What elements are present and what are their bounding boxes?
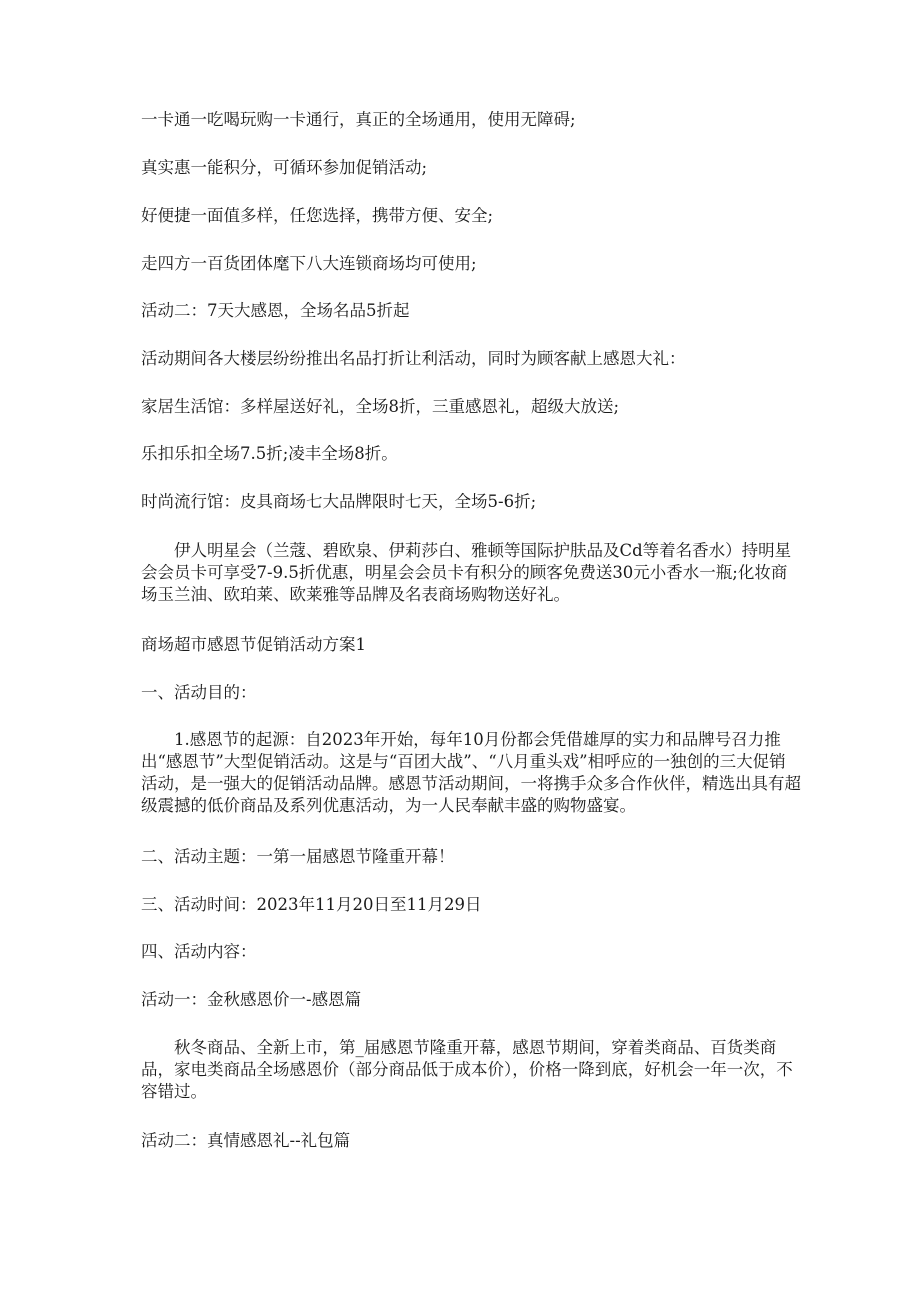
paragraph: 商场超市感恩节促销活动方案1 <box>141 635 366 654</box>
paragraph: 活动二：真情感恩礼--礼包篇 <box>141 1131 351 1150</box>
paragraph: 乐扣乐扣全场7.5折;凌丰全场8折。 <box>141 444 398 463</box>
paragraph: 伊人明星会（兰蔻、碧欧泉、伊莉莎白、雅顿等国际护肤品及Cd等着名香水）持明星会会员卡可享受7-9.5折优惠，明星会会员卡有积分的顾客免费送30元小香水一瓶;化妆商场玉兰油、欧珀莱、欧莱雅等品牌及名表商场购物送好礼。 <box>141 541 792 604</box>
paragraph: 好便捷一面值多样，任您选择，携带方便、安全; <box>141 206 494 225</box>
paragraph: 四、活动内容： <box>141 942 257 961</box>
paragraph: 活动期间各大楼层纷纷推出名品打折让利活动，同时为顾客献上感恩大礼： <box>141 349 686 368</box>
paragraph: 活动一：金秋感恩价一-感恩篇 <box>141 990 362 1009</box>
paragraph: 一、活动目的： <box>141 683 257 702</box>
paragraph: 家居生活馆：多样屋送好礼，全场8折，三重感恩礼，超级大放送; <box>141 397 620 416</box>
paragraph: 活动二：7天大感恩，全场名品5折起 <box>141 301 410 320</box>
paragraph: 真实惠一能积分，可循环参加促销活动; <box>141 158 428 177</box>
paragraph: 二、活动主题：一第一届感恩节隆重开幕！ <box>141 847 455 866</box>
paragraph: 时尚流行馆：皮具商场七大品牌限时七天，全场5-6折; <box>141 492 537 511</box>
paragraph: 1.感恩节的起源：自2023年开始，每年10月份都会凭借雄厚的实力和品牌号召力推出“感恩节”大型促销活动。这是与“百团大战”、“八月重头戏”相呼应的一独创的三大促销活动，是一强大的促销活动品牌。感恩节活动期间，一将携手众多合作伙伴，精选出具有超级震撼的低价商品及系列优惠活动，为一人民奉献丰盛的购物盛宴。 <box>141 730 801 815</box>
paragraph: 走四方一百货团体麾下八大连锁商场均可使用; <box>141 254 477 273</box>
paragraph: 一卡通一吃喝玩购一卡通行，真正的全场通用，使用无障碍; <box>141 110 576 129</box>
paragraph: 秋冬商品、全新上市，第_届感恩节隆重开幕，感恩节期间，穿着类商品、百货类商品，家电类商品全场感恩价（部分商品低于成本价），价格一降到底，好机会一年一次，不容错过。 <box>141 1038 793 1101</box>
paragraph: 三、活动时间：2023年11月20日至11月29日 <box>141 895 482 914</box>
